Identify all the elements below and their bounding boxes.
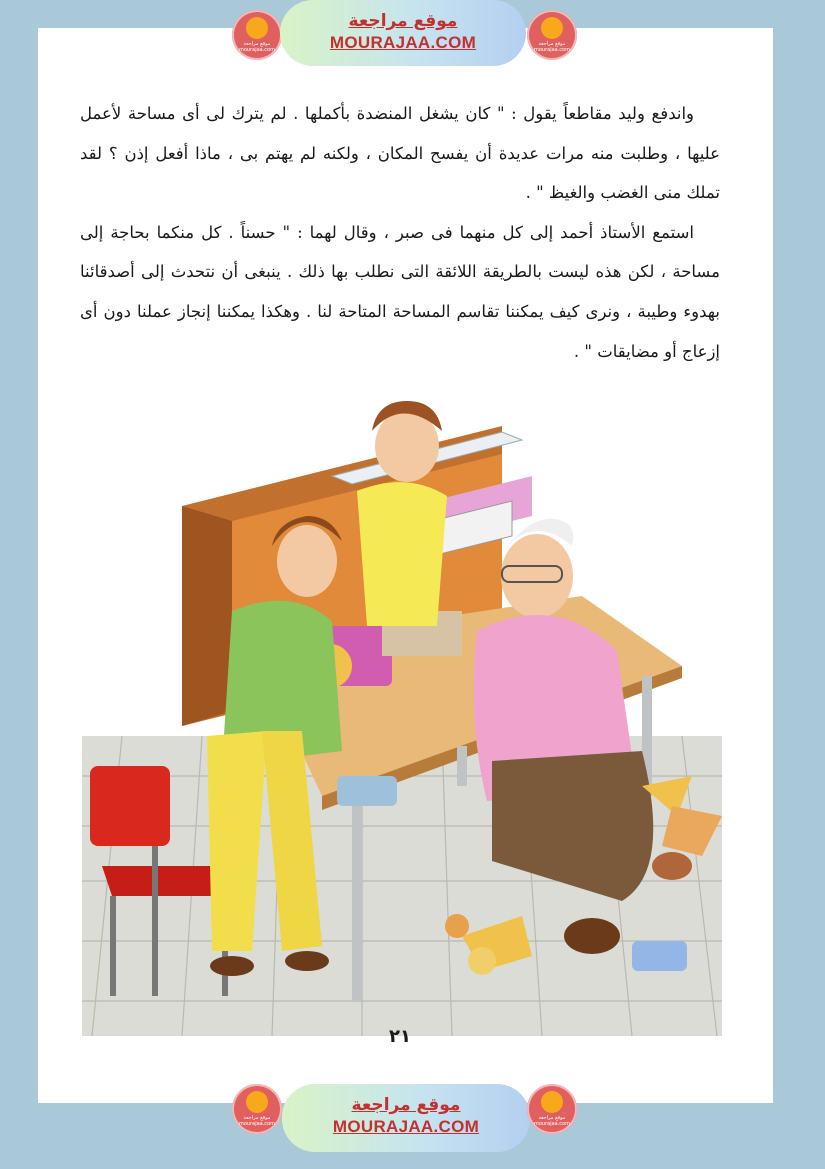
site-logo-badge-left-bottom[interactable] — [232, 1084, 282, 1134]
story-illustration — [82, 396, 722, 1036]
badge-caption: موقع مراجعة mourajaa.com — [238, 41, 275, 53]
paragraph: واندفع وليد مقاطعاً يقول : " كان يشغل المنضدة بأكملها . لم يترك لى أى مساحة لأعمل عليها ، وطلبت منه مرات عديدة أن يفسح المكان ، ولكنه لم يهتم بى ، ماذا أفعل إذن ؟ لقد تملك منى الغضب والغيظ " . — [80, 104, 720, 203]
site-banner-top[interactable] — [280, 0, 526, 66]
site-domain-link[interactable]: MOURAJAA.COM — [329, 33, 477, 52]
logo-icon — [246, 1091, 268, 1113]
badge-caption: موقع مراجعة mourajaa.com — [533, 41, 570, 53]
site-name-arabic[interactable]: موقع مراجعة — [348, 11, 458, 31]
logo-icon — [246, 17, 268, 39]
badge-caption: موقع مراجعة mourajaa.com — [238, 1115, 275, 1127]
site-logo-badge-right[interactable] — [527, 10, 577, 60]
logo-icon — [541, 17, 563, 39]
paragraph: استمع الأستاذ أحمد إلى كل منهما فى صبر ، وقال لهما : " حسناً . كل منكما بحاجة إلى مساحة ، لكن هذه ليست بالطريقة اللائقة التى نطلب بها ذلك . ينبغى أن نتحدث إلى أصدقائنا بهدوء وطيبة ، ونرى كيف يمكننا تقاسم المساحة المتاحة لنا . وهكذا يمكننا إنجاز عملنا دون أى إزعاج أو مضايقات " . — [80, 222, 720, 361]
badge-caption: موقع مراجعة mourajaa.com — [533, 1115, 570, 1127]
site-logo-badge-left[interactable] — [232, 10, 282, 60]
logo-icon — [541, 1091, 563, 1113]
site-logo-badge-right-bottom[interactable] — [527, 1084, 577, 1134]
site-name-arabic[interactable]: موقع مراجعة — [351, 1095, 461, 1115]
site-banner-bottom[interactable] — [282, 1084, 530, 1152]
site-domain-link[interactable]: MOURAJAA.COM — [332, 1117, 480, 1136]
page-number: ٢١ — [389, 1026, 411, 1047]
story-text — [80, 94, 720, 371]
